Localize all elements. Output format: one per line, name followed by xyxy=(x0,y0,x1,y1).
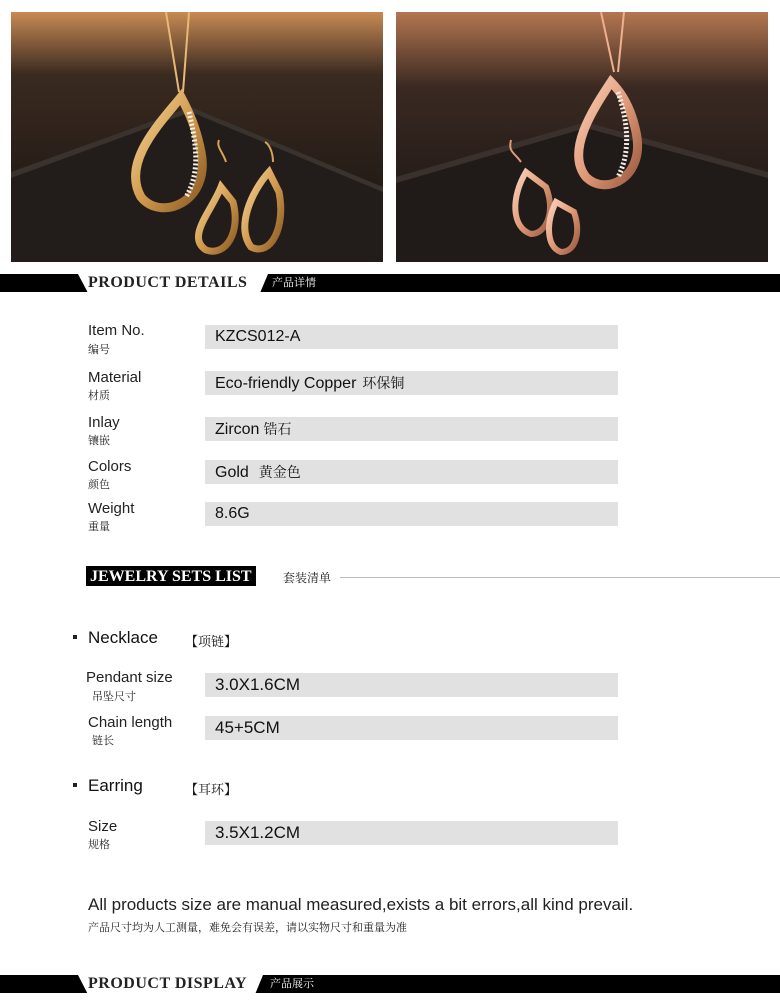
product-details-title: PRODUCT DETAILS xyxy=(88,274,248,291)
pendant-size-value xyxy=(205,673,618,697)
necklace-heading: Necklace xyxy=(88,628,158,647)
material-label-cn: 材质 xyxy=(88,390,110,402)
pendant-size-label-cn: 吊坠尺寸 xyxy=(92,691,136,703)
pendant-size-text: 3.0X1.6CM xyxy=(215,675,301,694)
product-details-title-cn: 产品详情 xyxy=(272,277,316,289)
weight-label: Weight xyxy=(88,500,135,517)
inlay-label-cn: 镶嵌 xyxy=(88,435,110,447)
necklace-bullet xyxy=(73,635,77,639)
product-photo-rose-gold xyxy=(396,12,768,262)
weight-text: 8.6G xyxy=(215,505,250,522)
item-no-label: Item No. xyxy=(88,322,145,339)
colors-label-cn: 颜色 xyxy=(88,479,110,491)
colors-text-cn: 黄金色 xyxy=(258,464,301,480)
jewelry-sets-title-cn: 套装清单 xyxy=(283,571,332,585)
product-display-title-cn: 产品展示 xyxy=(270,978,314,990)
chain-length-text: 45+5CM xyxy=(215,718,280,737)
product-photo-gold xyxy=(11,12,383,262)
measurement-note: All products size are manual measured,exists a bit errors,all kind prevail. xyxy=(88,895,634,914)
earring-bullet xyxy=(73,783,77,787)
earring-size-value xyxy=(205,821,618,845)
chain-length-label: Chain length xyxy=(88,714,173,731)
inlay-text-cn: 锆石 xyxy=(263,421,292,437)
earring-size-text: 3.5X1.2CM xyxy=(215,823,301,842)
colors-value xyxy=(205,460,618,484)
weight-label-cn: 重量 xyxy=(88,521,110,533)
material-value xyxy=(205,371,618,395)
inlay-text: Zircon xyxy=(215,421,260,438)
material-text: Eco-friendly Copper xyxy=(215,375,357,392)
inlay-value xyxy=(205,417,618,441)
chain-length-value xyxy=(205,716,618,740)
item-no-text: KZCS012-A xyxy=(215,328,301,345)
earring-size-label-cn: 规格 xyxy=(88,839,110,851)
section-divider xyxy=(340,577,780,578)
material-label: Material xyxy=(88,369,142,386)
chain-length-label-cn: 链长 xyxy=(92,735,114,747)
pendant-size-label: Pendant size xyxy=(86,669,173,686)
product-display-title: PRODUCT DISPLAY xyxy=(88,975,248,992)
item-no-label-cn: 编号 xyxy=(88,344,110,356)
colors-label: Colors xyxy=(88,458,132,475)
item-no-value xyxy=(205,325,618,349)
measurement-note-cn: 产品尺寸均为人工测量，难免会有误差，请以实物尺寸和重量为准 xyxy=(88,922,407,934)
earring-heading-cn: 【耳环】 xyxy=(185,782,238,797)
earring-size-label: Size xyxy=(88,818,118,835)
earring-heading: Earring xyxy=(88,776,143,795)
material-text-cn: 环保铜 xyxy=(362,375,405,391)
colors-text: Gold xyxy=(215,464,249,481)
inlay-label: Inlay xyxy=(88,414,120,431)
necklace-heading-cn: 【项链】 xyxy=(185,634,238,649)
jewelry-sets-title: JEWELRY SETS LIST xyxy=(86,566,256,586)
product-display-banner xyxy=(0,975,780,993)
product-details-banner xyxy=(0,274,780,292)
weight-value xyxy=(205,502,618,526)
